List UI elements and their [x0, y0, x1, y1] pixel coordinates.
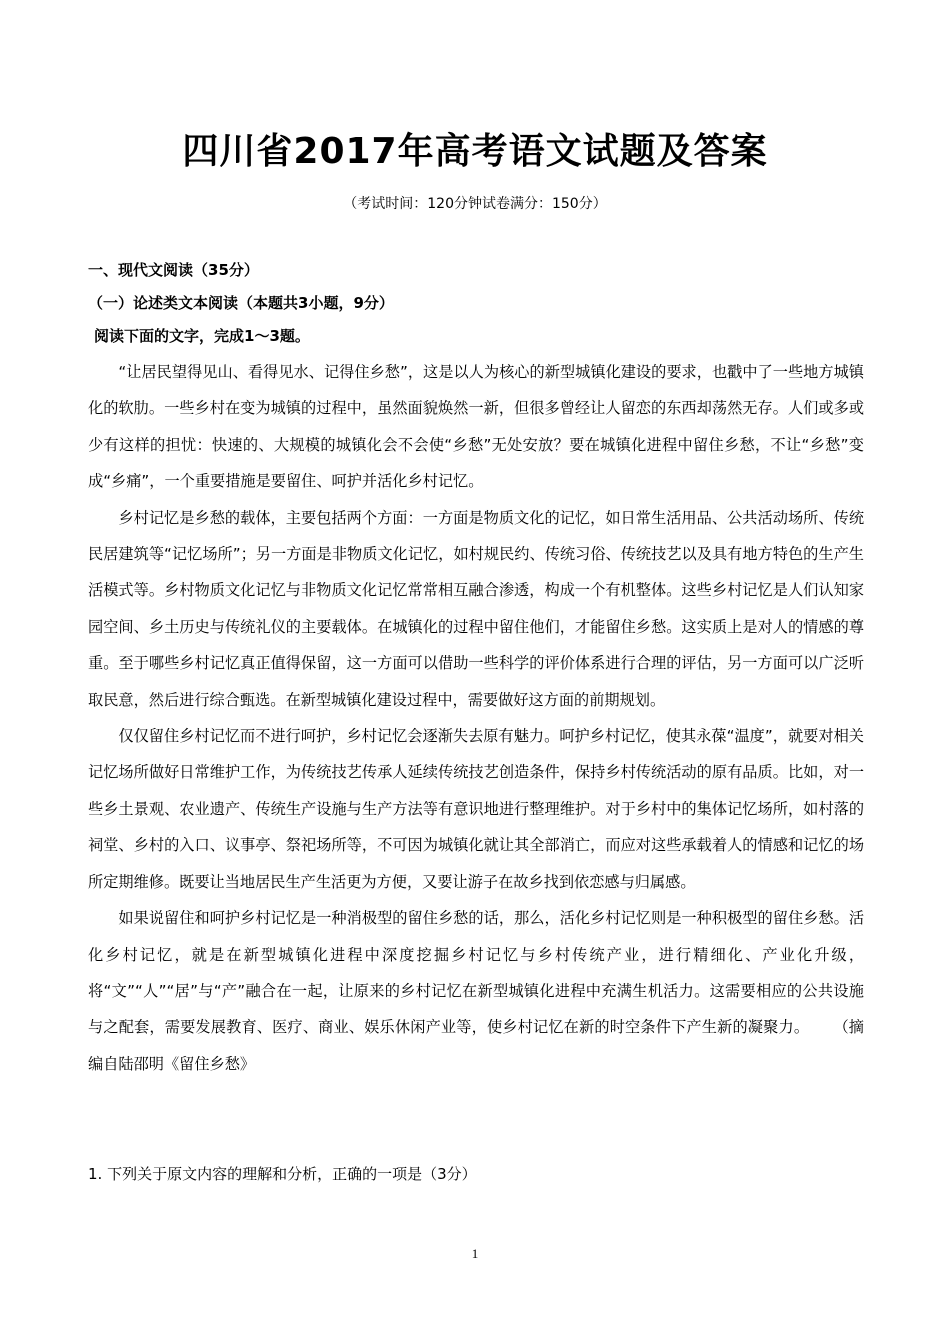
- source-citation: （摘编自陆邵明《留住乡愁》: [88, 1018, 864, 1073]
- section-heading: 一、现代文阅读（35分）: [88, 261, 259, 279]
- page-number: 1: [471, 1246, 479, 1261]
- paragraph-3: 仅仅留住乡村记忆而不进行呵护，乡村记忆会逐渐失去原有魅力。呵护乡村记忆，使其永葆“温度”，就要对相关记忆场所做好日常维护工作，为传统技艺传承人延续传统技艺创造条件，保持乡村传统活动的原有品质。比如，对一些乡土景观、农业遗产、传统生产设施与生产方法等有意识地进行整理维护。对于乡村中的集体记忆场所，如村落的祠堂、乡村的入口、议事亭、祭祀场所等，不可因为城镇化就让其全部消亡，而应对这些承载着人的情感和记忆的场所定期维修。既要让当地居民生产生活更为方便，又要让游子在故乡找到依恋感与归属感。: [88, 727, 864, 891]
- paragraph-4-text: 如果说留住和呵护乡村记忆是一种消极型的留住乡愁的话，那么，活化乡村记忆则是一种积极型的留住乡愁。活化乡村记忆，就是在新型城镇化进程中深度挖掘乡村记忆与乡村传统产业，进行精细化、产业化升级，将“文”“人”“居”与“产”融合在一起，让原来的乡村记忆在新型城镇化进程中充满生机活力。这需要相应的公共设施与之配套，需要发展教育、医疗、商业、娱乐休闲产业等，使乡村记忆在新的时空条件下产生新的凝聚力。: [88, 909, 864, 1037]
- exam-info: （考试时间：120分钟试卷满分：150分）: [343, 196, 607, 212]
- subsection-heading: （一）论述类文本阅读（本题共3小题，9分）: [88, 294, 394, 312]
- paragraph-2: 乡村记忆是乡愁的载体，主要包括两个方面：一方面是物质文化的记忆，如日常生活用品、公共活动场所、传统民居建筑等“记忆场所”；另一方面是非物质文化记忆，如村规民约、传统习俗、传统技艺以及具有地方特色的生产生活模式等。乡村物质文化记忆与非物质文化记忆常常相互融合渗透，构成一个有机整体。这些乡村记忆是人们认知家园空间、乡土历史与传统礼仪的主要载体。在城镇化的过程中留住他们，才能留住乡愁。这实质上是对人的情感的尊重。至于哪些乡村记忆真正值得保留，这一方面可以借助一些科学的评价体系进行合理的评估，另一方面可以广泛听取民意，然后进行综合甄选。在新型城镇化建设过程中，需要做好这方面的前期规划。: [88, 508, 864, 709]
- reading-passage: [88, 354, 864, 1082]
- document-title: 四川省2017年高考语文试题及答案: [182, 131, 768, 172]
- paragraph-1: “让居民望得见山、看得见水、记得住乡愁”，这是以人为核心的新型城镇化建设的要求，也戳中了一些地方城镇化的软肋。一些乡村在变为城镇的过程中，虽然面貌焕然一新，但很多曾经让人留恋的东西却荡然无存。人们或多或少有这样的担忧：快速的、大规模的城镇化会不会使“乡愁”无处安放？要在城镇化进程中留住乡愁，不让“乡愁”变成“乡痛”，一个重要措施是要留住、呵护并活化乡村记忆。: [88, 363, 864, 491]
- question-1: 1. 下列关于原文内容的理解和分析，正确的一项是（3分）: [88, 1165, 477, 1183]
- paragraph-4: [88, 900, 864, 1082]
- reading-instruction: 阅读下面的文字，完成1～3题。: [94, 327, 310, 345]
